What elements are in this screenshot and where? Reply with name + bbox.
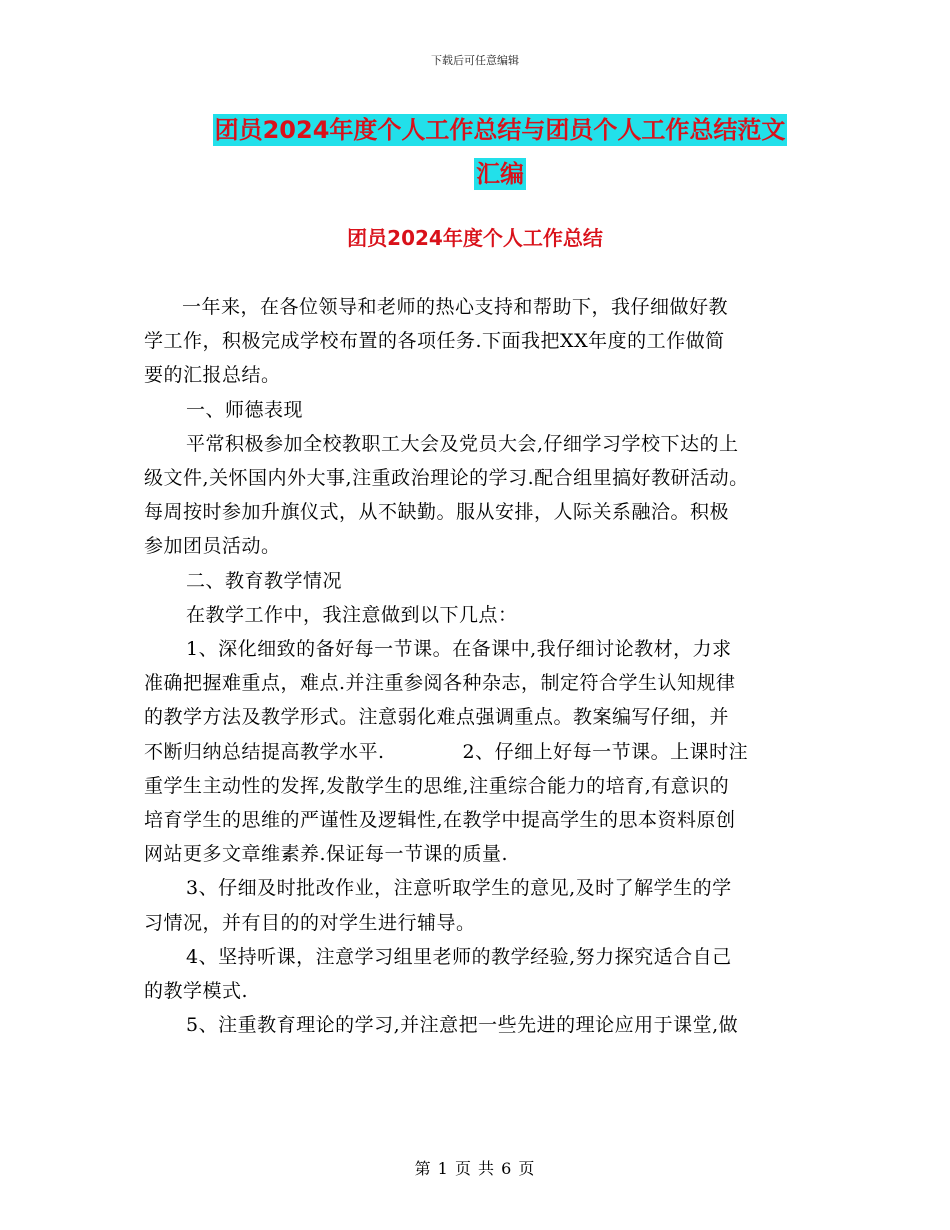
body-line: 4、坚持听课，注意学习组里老师的教学经验,努力探究适合自己 [186, 945, 732, 968]
body-line: 一年来，在各位领导和老师的热心支持和帮助下，我仔细做好教 [182, 296, 729, 318]
document-title-line-2: 汇编 [476, 160, 524, 188]
heading-line: 一、师德表现 [186, 398, 304, 421]
body-line: 准确把握难重点，难点.并注重参阅各种杂志，制定符合学生认知规律 [144, 672, 736, 695]
body-line: 培育学生的思维的严谨性及逻辑性,在教学中提高学生的思本资料原创 [144, 809, 736, 832]
page-number: 第 1 页 共 6 页 [414, 1159, 536, 1178]
body-line: 网站更多文章维素养.保证每一节课的质量. [144, 843, 509, 866]
body-line: 不断归纳总结提高教学水平. 2、仔细上好每一节课。上课时注 [144, 740, 749, 763]
body-line: 在教学工作中，我注意做到以下几点： [186, 603, 518, 626]
body-line: 要的汇报总结。 [144, 364, 281, 387]
body-line: 的教学模式. [144, 980, 249, 1003]
body-line: 每周按时参加升旗仪式，从不缺勤。服从安排，人际关系融洽。积极 [144, 501, 730, 524]
body-line: 1、深化细致的备好每一节课。在备课中,我仔细讨论教材，力求 [186, 638, 732, 661]
body-text [144, 290, 814, 1042]
body-line: 的教学方法及教学形式。注意弱化难点强调重点。教案编写仔细，并 [144, 706, 730, 729]
page-header-note: 下载后可任意编辑 [431, 54, 519, 67]
body-line: 重学生主动性的发挥,发散学生的思维,注重综合能力的培育,有意识的 [144, 774, 730, 797]
body-line: 级文件,关怀国内外大事,注重政治理论的学习.配合组里搞好教研活动。 [144, 467, 749, 490]
body-line: 习情况，并有目的的对学生进行辅导。 [144, 911, 476, 934]
document-title-line-1: 团员2024年度个人工作总结与团员个人工作总结范文 [214, 116, 786, 144]
body-line: 学工作，积极完成学校布置的各项任务.下面我把XX年度的工作做简 [144, 330, 725, 353]
section-title: 团员2024年度个人工作总结 [347, 226, 603, 250]
body-line: 参加团员活动。 [144, 535, 281, 558]
heading-line: 二、教育教学情况 [186, 569, 343, 592]
document-title [180, 108, 820, 196]
body-line: 5、注重教育理论的学习,并注意把一些先进的理论应用于课堂,做 [186, 1014, 739, 1037]
body-line: 3、仔细及时批改作业，注意听取学生的意见,及时了解学生的学 [186, 877, 732, 900]
body-line: 平常积极参加全校教职工大会及党员大会,仔细学习学校下达的上 [186, 432, 739, 455]
